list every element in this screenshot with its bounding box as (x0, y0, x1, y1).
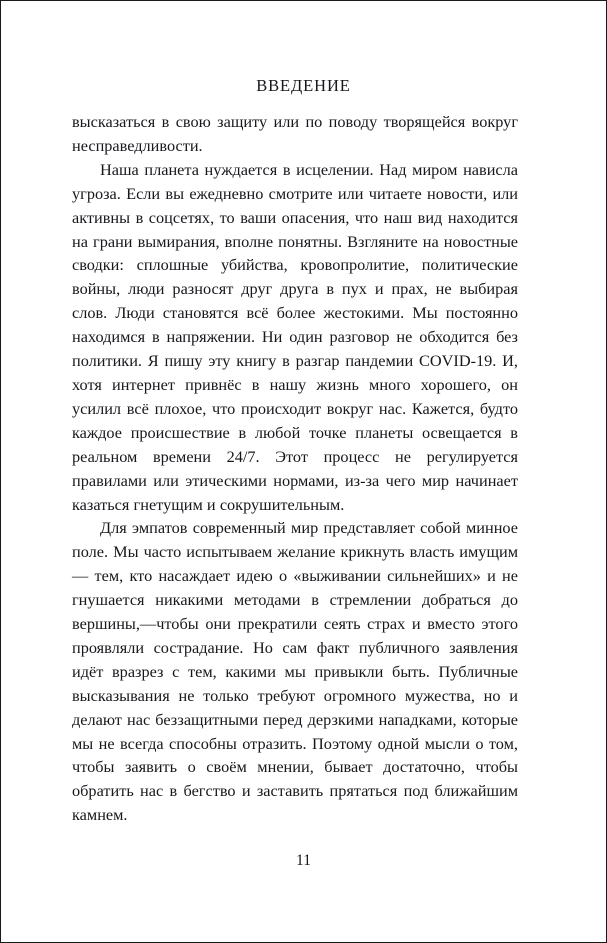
page-number: 11 (296, 852, 311, 869)
page-content-area (4, 4, 603, 939)
body-text-block (72, 110, 518, 827)
chapter-title: ВВЕДЕНИЕ (256, 76, 351, 95)
paragraph: высказаться в свою защиту или по поводу творящейся вокруг несправедливости. (72, 112, 518, 155)
paragraph: Для эмпатов современный мир представляет собой минное поле. Мы часто испытываем желание крикнуть власть имущим — тем, кто насаждает идею о «выживании сильнейших» и не гнушается никакими методами в стремлении добраться до вершины,—чтобы они прекратили сеять страх и вместо этого проявляли сострадание. Но сам факт публичного заявления идёт вразрез с тем, какими мы привыкли быть. Публичные высказывания не только требуют огромного мужества, но и делают нас беззащитными перед дерзкими нападками, которые мы не всегда способны отразить. Поэтому одной мысли о том, чтобы заявить о своём мнении, бывает достаточно, чтобы обратить нас в бегство и заставить прятаться под ближайшим камнем. (72, 518, 518, 825)
paragraph: Наша планета нуждается в исцелении. Над миром нависла угроза. Если вы ежедневно смотрите или читаете новости, или активны в соцсетях, то ваши опасения, что наш вид находится на грани вымирания, вполне понятны. Взгляните на новостные сводки: сплошные убийства, кровопролитие, политические войны, люди разносят друг друга в пух и прах, не выбирая слов. Люди становятся всё более жестокими. Мы постоянно находимся в напряжении. Ни один разговор не обходится без политики. Я пишу эту книгу в разгар пандемии COVID-19. И, хотя интернет привнёс в нашу жизнь много хорошего, он усилил всё плохое, что происходит вокруг нас. Кажется, будто каждое происшествие в любой точке планеты освещается в реальном времени 24/7. Этот процесс не регулируется правилами или этическими нормами, из-за чего мир начинает казаться гнетущим и сокрушительным. (72, 159, 518, 514)
